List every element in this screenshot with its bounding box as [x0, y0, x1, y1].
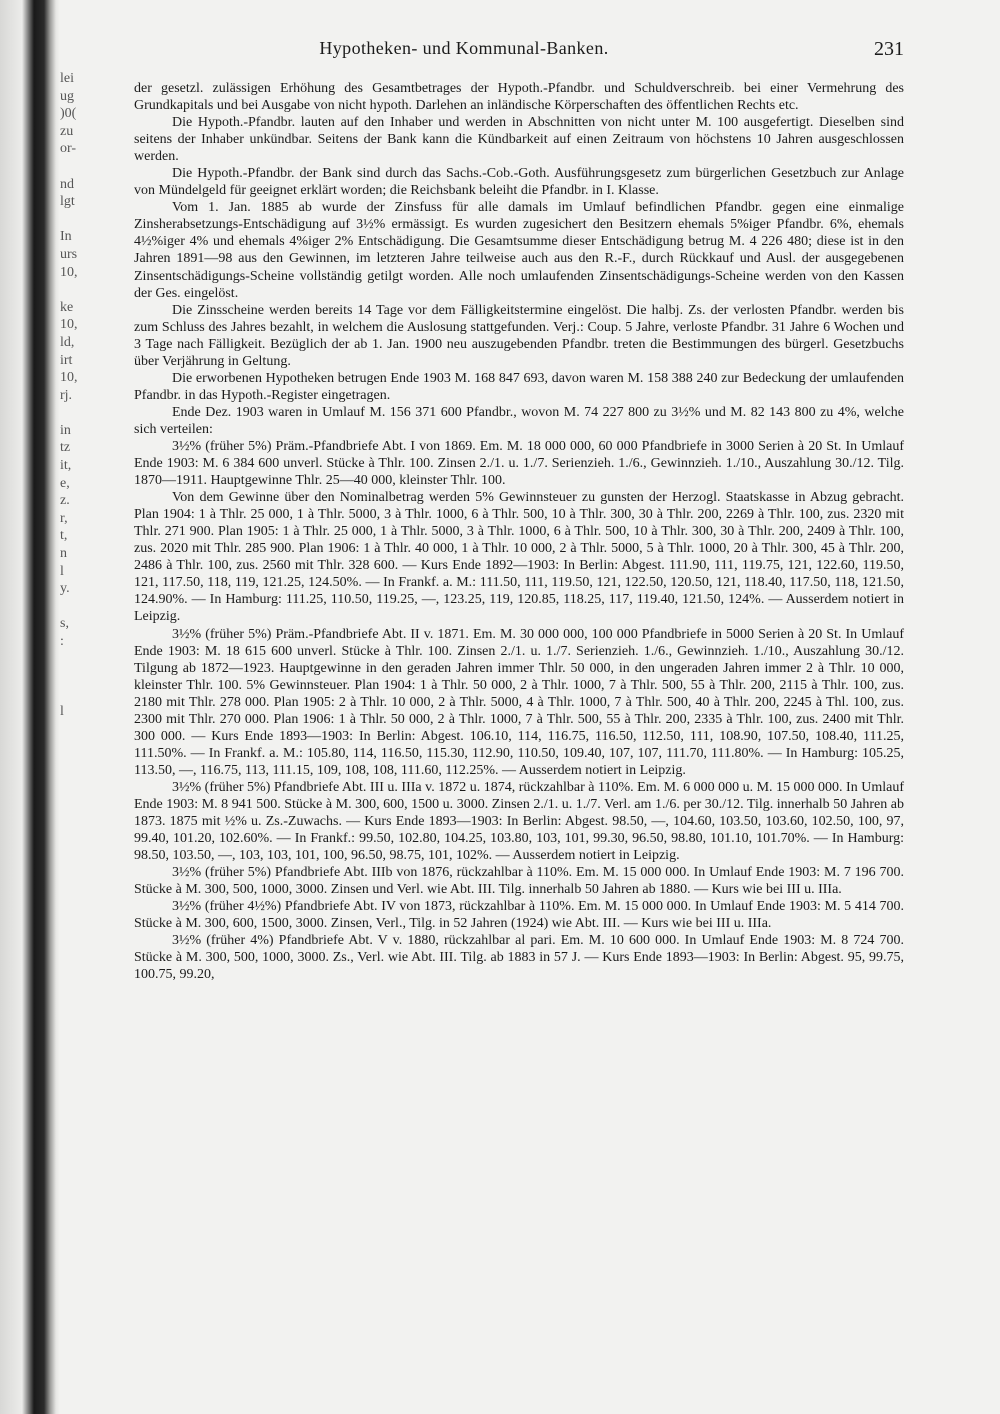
bleed-fragment: irt — [60, 352, 73, 368]
bleed-fragment: zu — [60, 123, 74, 139]
bleed-fragment: rj. — [60, 387, 73, 403]
bleed-fragment: n — [60, 546, 67, 562]
bleed-fragment: or- — [60, 141, 77, 157]
bleed-fragment: z. — [60, 493, 70, 509]
bleed-fragment: 10, — [60, 317, 78, 333]
bleed-fragment — [60, 668, 100, 686]
bleed-fragment: y. — [60, 581, 70, 597]
bleed-fragment: s, — [60, 616, 69, 632]
bleed-fragment: tz — [60, 440, 71, 456]
paragraph-13: 3½% (früher 4½%) Pfandbriefe Abt. IV von 1873, rückzahlbar à 110%. Em. M. 15 000 000. In Umlauf Ende 1903: M. 5 414 700. Stücke à M. 300, 600, 1500, 3000. Zinsen, Verl., Tilg. in 52 Jahren (1924) wie Abt. III. — Kurs wie bei III u. IIIa. — [134, 899, 904, 932]
paragraph-1: der gesetzl. zulässigen Erhöhung des Gesamtbetrages der Hypoth.-Pfandbr. und Schuldverschreib. bei einer Vermehrung des Grundkapitals und bei Ausgabe von nicht hypoth. Darlehen an inländische Körperschaften des öffentlichen Rechts etc. — [134, 81, 904, 114]
book-gutter — [0, 0, 60, 1414]
bleed-fragment — [60, 211, 100, 229]
bleed-fragment: e, — [60, 475, 70, 491]
bleed-fragment: ug — [60, 88, 74, 104]
bleed-fragment: r, — [60, 510, 68, 526]
paragraph-10: 3½% (früher 5%) Präm.-Pfandbriefe Abt. II v. 1871. Em. M. 30 000 000, 100 000 Pfandbriefe in 5000 Serien à 20 St. In Umlauf Ende 1903: M. 18 615 600 unverl. Stücke à Thlr. 100. Zinsen 2./1. u. 1./7. Serienzieh. 1./6., Gewinnzieh. 1./10., Auszahlung 30./12. Tilgung ab 1872—1923. Hauptgewinne in den geraden Jahren immer Thlr. 50 000, in den ungeraden Jahren immer 2 à Thlr. 10 000, kleinster Thlr. 100. 5% Gewinnsteuer. Plan 1904: 1 à Thlr. 50 000, 2 à Thlr. 1000, 7 à Thlr. 500, 55 à Thlr. 200, 2115 à Thlr. 100, zus. 2180 mit Thlr. 278 000. Plan 1905: 2 à Thlr. 10 000, 2 à Thlr. 5000, 4 à Thlr. 1000, 7 à Thlr. 500, 40 à Thlr. 200, 2245 à Thl. 100, zus. 2300 mit Thlr. 270 000. Plan 1906: 1 à Thlr. 50 000, 2 à Thlr. 1000, 7 à Thlr. 500, 55 à Thlr. 200, 2335 à Thlr. 100, zus. 2400 mit Thlr. 300 000. — Kurs Ende 1893—1903: In Berlin: Abgest. 106.10, 114, 116.75, 116.50, 112.50, 111, 108.90, 107.50, 108.40, 111.25, 111.50%. — In Frankf. a. M.: 105.80, 114, 116.50, 115.30, 112.90, 110.50, 109.40, 107, 107, 111.70, 111.80%. — In Hamburg: 105.25, 113.50, —, 116.75, 113, 111.15, 109, 108, 108, 111.60, 112.25%. — Ausserdem notiert in Leipzig. — [134, 626, 904, 778]
bleed-fragment: lei — [60, 71, 74, 86]
paragraph-8: 3½% (früher 5%) Präm.-Pfandbriefe Abt. I von 1869. Em. M. 18 000 000, 60 000 Pfandbriefe in 3000 Serien à 20 St. In Umlauf Ende 1903: M. 6 384 600 unverl. Stücke à Thlr. 100. Zinsen 2./1. u. 1./7. Serienzieh. 1./6., Gewinnzieh. 1./10., Auszahlung 30./12. Tilg. 1870—1911. Hauptgewinne Thlr. 25—40 000, kleinster Thlr. 100. — [134, 438, 904, 489]
bleed-fragment: )0( — [60, 106, 77, 122]
paragraph-11: 3½% (früher 5%) Pfandbriefe Abt. III u. IIIa v. 1872 u. 1874, rückzahlbar à 110%. Em. M. 6 000 000 u. M. 15 000 000. In Umlauf Ende 1903: M. 8 941 500. Stücke à M. 300, 600, 1500 u. 3000. Zinsen 2./1. u. 1./7. Verl. am 1./6. per 30./12. Tilg. innerhalb 50 Jahren ab 1873. 1875 mit ½% u. Zs.-Zuwachs. — Kurs Ende 1893—1903: In Berlin: Abgest. 98.50, —, 104.60, 103.50, 103.60, 102.50, 100, 97, 99.40, 101.20, 102.60%. — In Frankf.: 99.50, 102.80, 104.25, 103.80, 103, 101, 99.30, 96.50, 98.80, 101.10, 101.70%. — In Hamburg: 98.50, 103.50, —, 103, 103, 101, 100, 96.50, 98.75, 101, 102%. — Ausserdem notiert in Leipzig. — [134, 779, 904, 864]
bleed-fragment: urs — [60, 246, 78, 262]
paragraph-5: Die Zinsscheine werden bereits 14 Tage vor dem Fälligkeitstermine eingelöst. Die halbj. Zs. der verlosten Pfandbr. werden bis zum Schluss des Jahres bezahlt, in welchem die Auslosung stattgefunden. Verj.: Coup. 5 Jahre, verloste Pfandbr. 31 Jahre 6 Wochen und 3 Tage nach Fälligkeit. Bezüglich der ab 1. Jan. 1900 neu auszugebenden Pfandbr. treten die Bestimmungen des bürgerl. Gesetzbuchs über Verjährung in Geltung. — [134, 302, 904, 369]
bleed-fragment — [60, 281, 100, 299]
paragraph-7: Ende Dez. 1903 waren in Umlauf M. 156 371 600 Pfandbr., wovon M. 74 227 800 zu 3½% und M. 82 143 800 zu 4%, welche sich verteilen: — [134, 404, 904, 437]
running-header — [134, 38, 904, 64]
bleed-fragment: In — [60, 229, 72, 245]
bleed-fragment: t, — [60, 528, 68, 544]
bleed-fragment: ke — [60, 299, 74, 315]
paragraph-9: Von dem Gewinne über den Nominalbetrag werden 5% Gewinnsteuer zu gunsten der Herzogl. Staatskasse in Abzug gebracht. Plan 1904: 1 à Thlr. 25 000, 1 à Thlr. 5000, 3 à Thlr. 1000, 6 à Thlr. 500, 10 à Thlr. 300, 30 à Thlr. 200, 2269 à Thlr. 100, zus. 2320 mit Thlr. 271 900. Plan 1905: 1 à Thlr. 25 000, 1 à Thlr. 5000, 3 à Thlr. 1000, 6 à Thlr. 500, 10 à Thlr. 300, 30 à Thlr. 200, 2409 à Thlr. 100, zus. 2020 mit Thlr. 285 900. Plan 1906: 1 à Thlr. 40 000, 1 à Thlr. 10 000, 2 à Thlr. 5000, 5 à Thlr. 1000, 20 à Thlr. 300, 45 à Thlr. 200, 2486 à Thlr. 100, zus. 2560 mit Thlr. 328 600. — Kurs Ende 1892—1903: In Berlin: Abgest. 111.90, 111, 119.75, 121, 122.60, 119.50, 121, 117.50, 118, 119, 121.25, 124.50%. — In Frankf. a. M.: 111.50, 111, 119.50, 121, 122.50, 120.50, 121, 118.40, 117.50, 118, 121.50, 124.90%. — In Hamburg: 111.25, 110.50, 119.25, —, 123.25, 119, 120.85, 118.25, 117, 119.40, 121.50, 124%. — Ausserdem notiert in Leipzig. — [134, 490, 904, 625]
bleed-fragment — [60, 158, 100, 176]
bleed-fragment: it, — [60, 458, 72, 474]
bleed-fragment — [60, 651, 100, 669]
bleed-fragment: l — [60, 704, 64, 720]
bleed-fragment: nd — [60, 176, 74, 192]
paragraph-14: 3½% (früher 4%) Pfandbriefe Abt. V v. 1880, rückzahlbar al pari. Em. M. 10 600 000. In Umlauf Ende 1903: M. 8 724 700. Stücke à M. 300, 500, 1000, 3000. Zs., Verl. wie Abt. III. Tilg. ab 1883 in 57 J. — Kurs Ende 1893—1903: In Berlin: Abgest. 95, 99.75, 100.75, 99.20, — [134, 933, 904, 983]
bleed-fragment: 10, — [60, 370, 78, 386]
paragraph-2: Die Hypoth.-Pfandbr. lauten auf den Inhaber und werden in Abschnitten von nicht unter M. 100 ausgefertigt. Dieselben sind seitens der Inhaber unkündbar. Seitens der Bank kann die Kündbarkeit auf einen Zeitraum von höchstens 10 Jahren ausgeschlossen werden. — [134, 115, 904, 165]
body-text — [134, 80, 904, 983]
facing-page-bleed — [60, 70, 100, 721]
bleed-fragment: lgt — [60, 194, 75, 210]
paragraph-12: 3½% (früher 5%) Pfandbriefe Abt. IIIb von 1876, rückzahlbar à 110%. Em. M. 15 000 000. In Umlauf Ende 1903: M. 7 196 700. Stücke à M. 300, 500, 1000, 3000. Zinsen und Verl. wie Abt. III. Tilg. innerhalb 50 Jahren ab 1880. — Kurs wie bei III u. IIIa. — [134, 865, 904, 898]
page-number: 231 — [874, 38, 904, 60]
bleed-fragment: in — [60, 422, 71, 438]
bleed-fragment: l — [60, 563, 64, 579]
bleed-fragment: : — [60, 634, 64, 649]
bleed-fragment — [60, 404, 100, 422]
bleed-fragment — [60, 686, 100, 704]
paragraph-4: Vom 1. Jan. 1885 ab wurde der Zinsfuss für alle damals im Umlauf befindlichen Pfandbr. gegen eine einmalige Zinsherabsetzungs-Entschädigung auf 3½% ermässigt. Es wurden zugesichert den Besitzern ehemals 5%iger Pfandbr. 6%, ehemals 4½%iger 4% und ehemals 4%iger 2% Entschädigung. Die Gesamtsumme dieser Entschädigung betrug M. 4 226 480; diese ist in den Jahren 1891—98 aus den Gewinnen, im letzteren Jahre teilweise auch aus den R.-F., durch Rückkauf und Ausl. der ausgegebenen Zinsentschädigungs-Scheine vollständig getilgt worden. Alle noch umlaufenden Zinsentschädigungs-Scheine werden von den Kassen der Ges. eingelöst. — [134, 200, 904, 301]
bleed-fragment: ld, — [60, 334, 75, 350]
bleed-fragment: 10, — [60, 264, 78, 280]
bleed-fragment — [60, 598, 100, 616]
paragraph-3: Die Hypoth.-Pfandbr. der Bank sind durch das Sachs.-Cob.-Goth. Ausführungsgesetz zum bürgerlichen Gesetzbuch zur Anlage von Mündelgeld für geeignet erklärt worden; die Reichsbank beleiht die Pfandbr. in I. Klasse. — [134, 166, 904, 199]
running-title: Hypotheken- und Kommunal-Banken. — [319, 38, 609, 58]
paragraph-6: Die erworbenen Hypotheken betrugen Ende 1903 M. 168 847 693, davon waren M. 158 388 240 zur Bedeckung der umlaufenden Pfandbr. in das Hypoth.-Register eingetragen. — [134, 370, 904, 403]
